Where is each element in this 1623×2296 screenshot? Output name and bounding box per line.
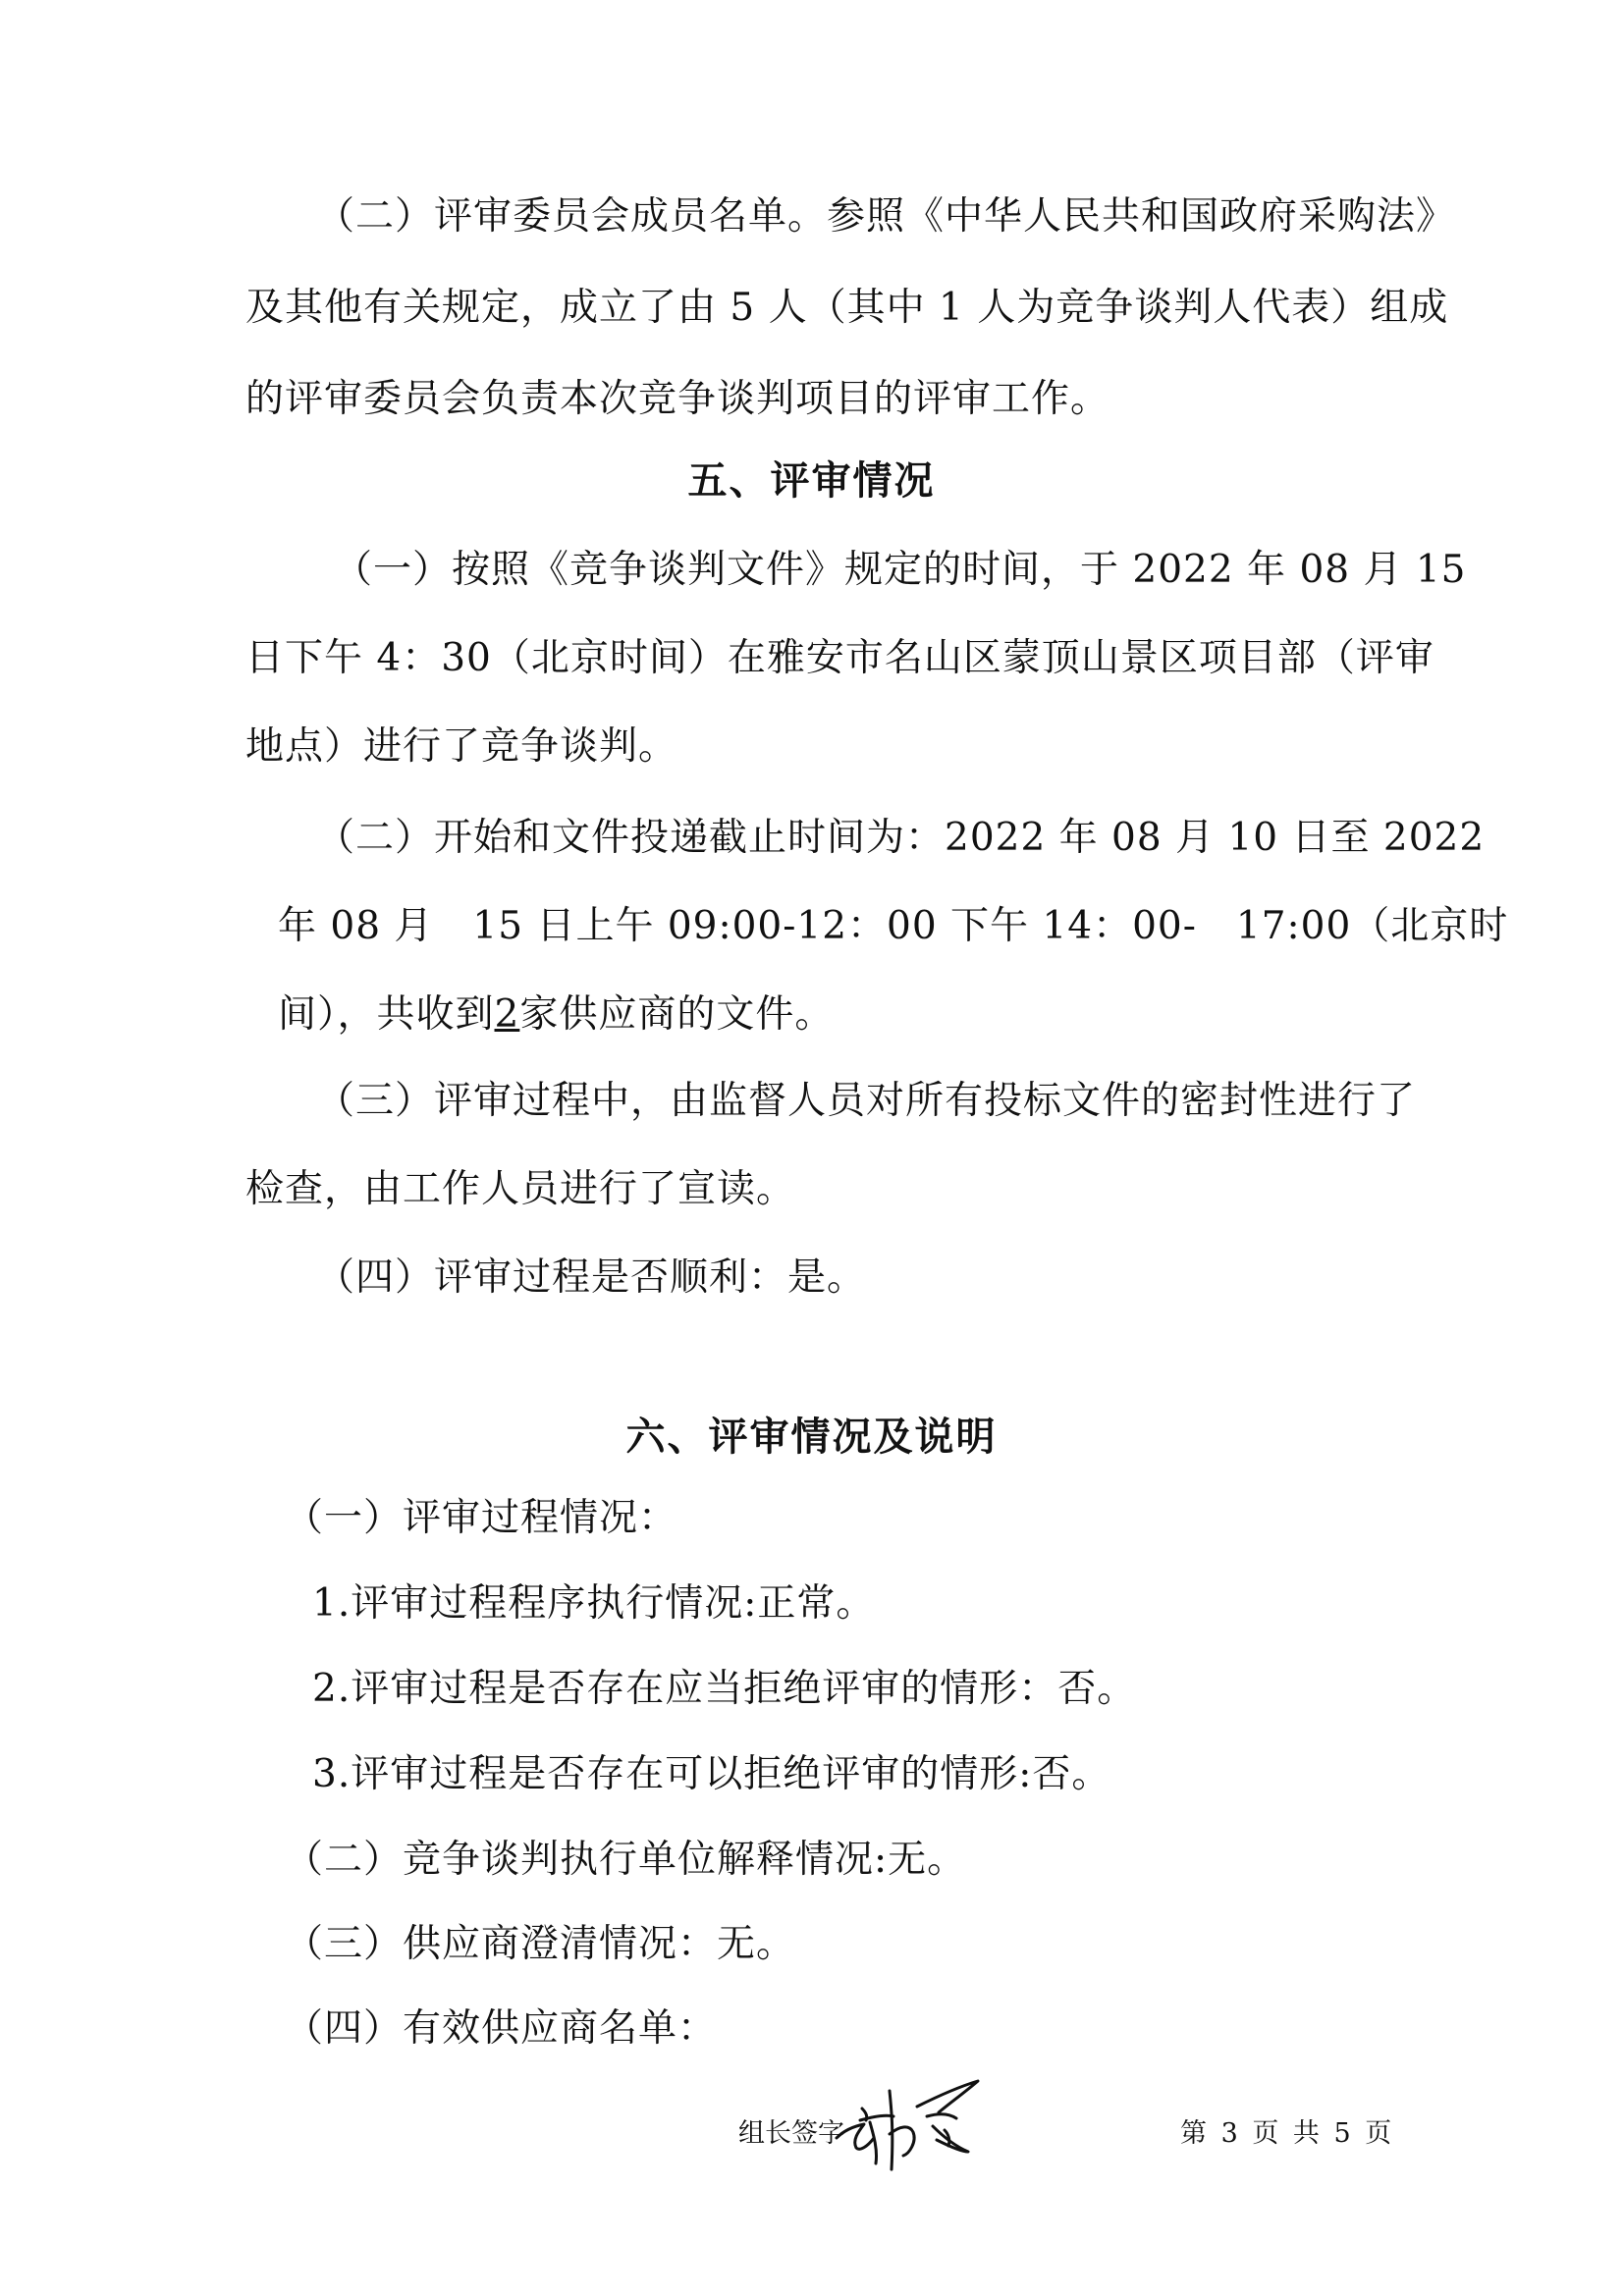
- list-item-procedure: 1.评审过程程序执行情况:正常。: [312, 1581, 876, 1626]
- paragraph-review-time-line-2: 日下午 4：30（北京时间）在雅安市名山区蒙顶山景区项目部（评审: [245, 636, 1434, 680]
- subheading-review-process: （一）评审过程情况：: [285, 1496, 678, 1540]
- signature-label: 组长签字: [738, 2118, 844, 2149]
- section-heading-review-status: 五、评审情况: [687, 457, 936, 504]
- submission-text-prefix: 间），共收到: [278, 992, 495, 1037]
- subheading-unit-explanation: （二）竞争谈判执行单位解释情况:无。: [285, 1838, 967, 1882]
- section-heading-review-explanation: 六、评审情况及说明: [625, 1414, 998, 1460]
- paragraph-review-smooth: （四）评审过程是否顺利：是。: [316, 1255, 867, 1300]
- supplier-count: 2: [494, 992, 520, 1037]
- list-item-must-reject: 2.评审过程是否存在应当拒绝评审的情形：否。: [312, 1667, 1137, 1711]
- paragraph-review-time-line-3: 地点）进行了竞争谈判。: [245, 724, 678, 769]
- paragraph-submission-line-2: 年 08 月 15 日上午 09:00-12：00 下午 14：00- 17:00（北京时: [278, 904, 1509, 948]
- paragraph-committee-line-3: 的评审委员会负责本次竞争谈判项目的评审工作。: [245, 377, 1110, 421]
- page-indicator: 第 3 页 共 5 页: [1180, 2118, 1392, 2149]
- paragraph-submission-line-3: [278, 991, 834, 1039]
- paragraph-submission-line-1: （二）开始和文件投递截止时间为：2022 年 08 月 10 日至 2022: [316, 816, 1486, 860]
- paragraph-inspection-line-2: 检查，由工作人员进行了宣读。: [245, 1167, 796, 1211]
- subheading-valid-suppliers: （四）有效供应商名单：: [285, 2006, 718, 2051]
- list-item-may-reject: 3.评审过程是否存在可以拒绝评审的情形:否。: [312, 1752, 1111, 1796]
- paragraph-inspection-line-1: （三）评审过程中，由监督人员对所有投标文件的密封性进行了: [316, 1079, 1417, 1123]
- submission-text-suffix: 家供应商的文件。: [519, 992, 835, 1037]
- paragraph-committee-line-2: 及其他有关规定，成立了由 5 人（其中 1 人为竞争谈判人代表）组成: [245, 286, 1449, 330]
- subheading-supplier-clarification: （三）供应商澄清情况：无。: [285, 1922, 796, 1966]
- paragraph-review-time-line-1: （一）按照《竞争谈判文件》规定的时间，于 2022 年 08 月 15: [334, 548, 1467, 592]
- paragraph-committee-line-1: （二）评审委员会成员名单。参照《中华人民共和国政府采购法》: [316, 194, 1456, 239]
- signature-handwriting-icon: [835, 2061, 1021, 2179]
